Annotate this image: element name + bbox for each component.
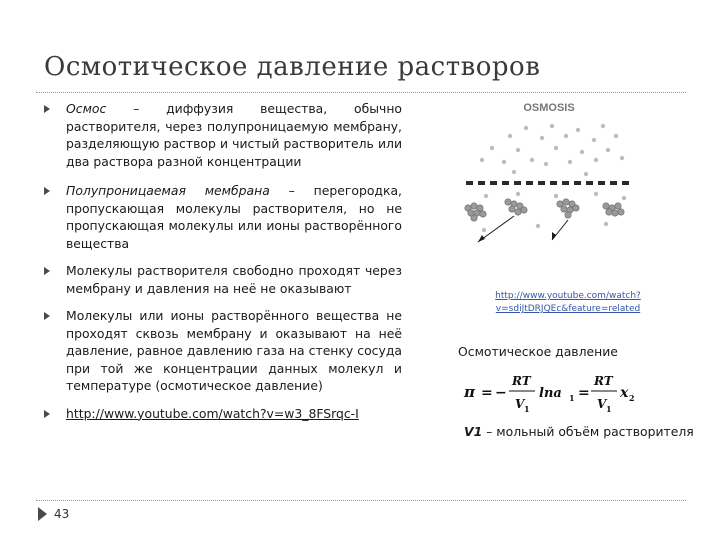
formula-numerator-2: RT [594,374,613,388]
formula-pi: π [464,383,475,401]
formula-denominator-2: V [597,397,607,411]
bullet-text: Молекулы растворителя свободно проходят через мембрану и давления на неё не оказывают [66,263,402,296]
formula-denominator-2-sub: 1 [606,404,612,414]
bullet-marker-icon [44,312,50,320]
page-number: 43 [54,507,70,521]
bullet-text: Молекулы или ионы растворённого вещества не проходят сквозь мембрану и оказывают на неё давление, равное давлению газа на стенку сосуда при той же концентрации данных молекул и температуре (осмотическое давление) [66,308,402,393]
bullet-marker-icon [44,410,50,418]
formula-denominator-1: V [515,397,525,411]
formula-denominator-1-sub: 1 [524,404,530,414]
title-divider [36,92,686,93]
slide-title: Осмотическое давление растворов [44,52,541,82]
related-video-link[interactable]: http://www.youtube.com/watch?v=sdiJtDRJQEc&feature=related [495,291,641,314]
osmotic-pressure-formula [462,368,652,416]
bullet-list [40,100,402,422]
footer-marker-icon [38,507,47,521]
bullet-solute [40,307,402,395]
formula-ln-sub: 1 [569,393,575,403]
video-link[interactable]: http://www.youtube.com/watch?v=w3_8FSrqc-I [66,405,359,421]
bullet-marker-icon [44,105,50,113]
v1-description: – мольный объём растворителя [482,424,694,439]
footer-divider [36,500,686,501]
osmotic-pressure-label: Осмотическое давление [458,344,618,359]
bullet-marker-icon [44,267,50,275]
osmosis-illustration [456,96,642,266]
diagram-title: OSMOSIS [523,102,575,114]
term-membrane: Полупроницаемая мембрана [66,183,270,198]
bullet-text: – перегородка, пропускающая молекулы растворителя, но не пропускающая молекулы или ионы растворённого вещества [66,183,402,251]
formula-numerator-1: RT [512,374,531,388]
term-osmosis: Осмос [66,101,107,116]
bullet-membrane [40,182,402,252]
formula-equals-2: = [578,385,590,401]
formula-ln: lna [539,386,562,401]
bullet-text: – диффузия вещества, обычно растворителя, через полупроницаемую мембрану, разделяющую раствор и чистый растворитель или два раствора разной концентрации [66,101,402,169]
osmosis-diagram [456,96,642,266]
formula-x-sub: 2 [629,393,635,403]
formula-x: x [620,385,629,401]
formula-minus: − [495,385,507,401]
bullet-video-link [40,405,402,423]
formula-equals: = [481,385,493,401]
v1-variable: V1 [464,424,483,439]
bullet-solvent [40,262,402,297]
v1-definition [464,424,694,439]
bullet-marker-icon [44,187,50,195]
bullet-osmosis [40,100,402,170]
